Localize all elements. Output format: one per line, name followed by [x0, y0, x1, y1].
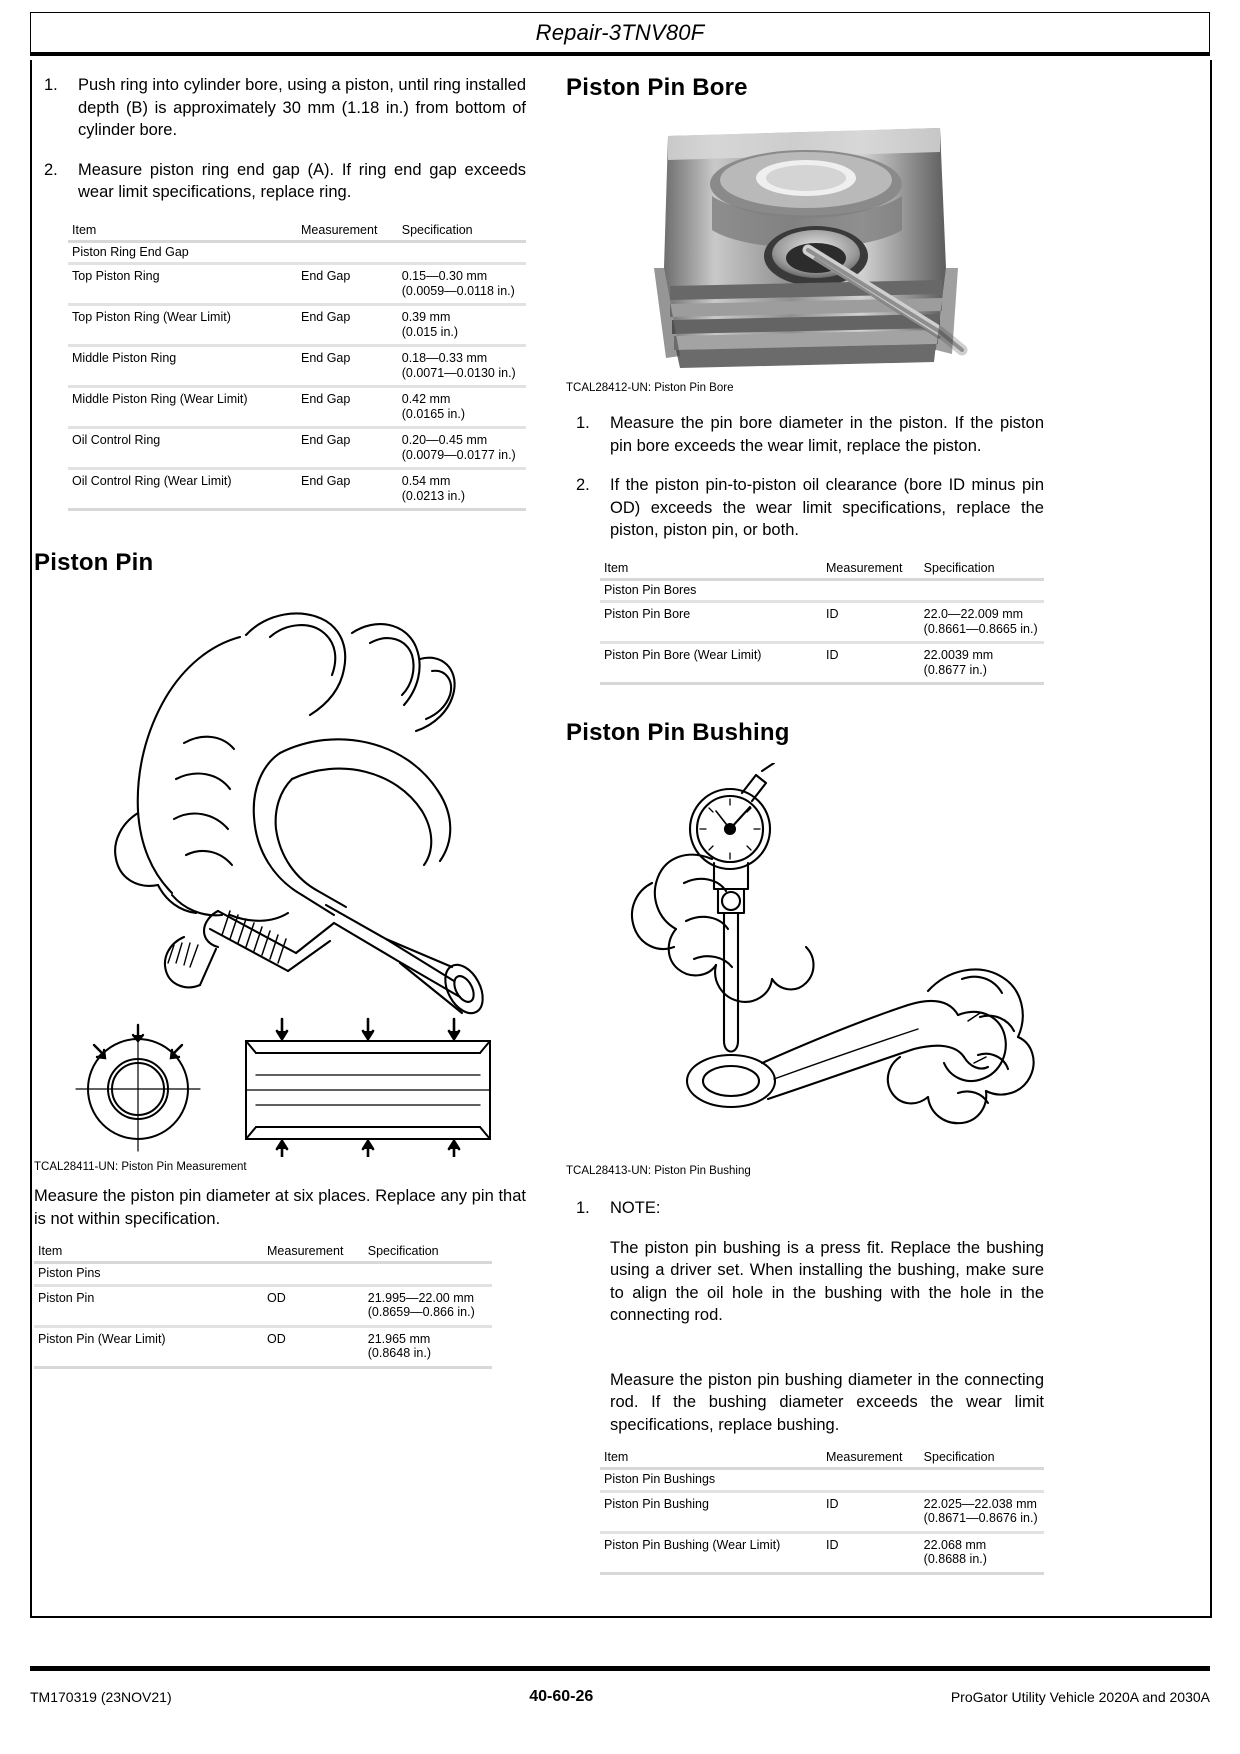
footer-rule: [30, 1666, 1210, 1671]
step-number: 1.: [44, 76, 58, 94]
list-item: [566, 1197, 1044, 1220]
cell-item: Middle Piston Ring (Wear Limit): [68, 387, 297, 428]
ring-gap-table-wrap: [68, 221, 526, 512]
spec-imperial: (0.0071—0.0130 in.): [401, 365, 516, 380]
spec-imperial: (0.8661—0.8665 in.): [923, 621, 1038, 636]
cell-specification: [364, 1285, 492, 1326]
piston-pin-table-wrap: [34, 1242, 492, 1369]
piston-pin-heading: Piston Pin: [34, 549, 154, 576]
cell-item: Top Piston Ring (Wear Limit): [68, 305, 297, 346]
cell-item: Oil Control Ring (Wear Limit): [68, 469, 297, 510]
pin-bore-table: [600, 559, 1044, 686]
right-column: [566, 74, 1044, 1575]
step-text: If the piston pin-to-piston oil clearance (bore ID minus pin OD) exceeds the wear limit specifications, replace the piston, piston pin, or both.: [610, 476, 1044, 539]
cell-specification: [398, 346, 526, 387]
col-header-specification: Specification: [920, 559, 1044, 580]
spec-imperial: (0.015 in.): [401, 324, 459, 339]
page-header: [30, 12, 1210, 53]
col-header-specification: Specification: [398, 221, 526, 242]
table-group-row: [68, 241, 526, 264]
bushing-note-list: [566, 1197, 1044, 1220]
page-footer: [30, 1688, 1210, 1706]
col-header-item: Item: [68, 221, 297, 242]
cell-item: Piston Pin Bushing (Wear Limit): [600, 1532, 822, 1573]
bushing-table: [600, 1448, 1044, 1575]
hand-micrometer-illustration: [34, 593, 526, 1023]
cell-measurement: End Gap: [297, 305, 398, 346]
piston-pin-bushing-figure-caption: TCAL28413-UN: Piston Pin Bushing: [566, 1165, 751, 1177]
piston-pin-table: [34, 1242, 492, 1369]
cell-item: Piston Pin Bushing: [600, 1491, 822, 1532]
piston-pin-bushing-heading: Piston Pin Bushing: [566, 719, 790, 746]
cell-specification: [398, 469, 526, 510]
cell-measurement: End Gap: [297, 264, 398, 305]
spec-metric: 0.15—0.30 mm: [401, 269, 488, 283]
table-header-row: [600, 1448, 1044, 1469]
cell-specification: [920, 643, 1044, 684]
col-header-measurement: Measurement: [263, 1242, 364, 1263]
table-row: [68, 469, 526, 510]
table-group-row: [600, 579, 1044, 602]
list-item: [34, 74, 526, 142]
spec-imperial: (0.0079—0.0177 in.): [401, 447, 516, 462]
table-group-row: [600, 1469, 1044, 1492]
cell-specification: [398, 428, 526, 469]
piston-pin-six-place-diagram: [34, 1017, 526, 1157]
cell-measurement: End Gap: [297, 469, 398, 510]
bushing-table-wrap: [600, 1448, 1044, 1575]
left-column: [34, 74, 526, 1369]
piston-pin-bore-photo: [566, 118, 1044, 380]
cell-measurement: OD: [263, 1285, 364, 1326]
cell-item: Middle Piston Ring: [68, 346, 297, 387]
ring-install-steps: [34, 74, 526, 204]
spec-metric: 22.0039 mm: [923, 648, 994, 662]
col-header-measurement: Measurement: [822, 559, 920, 580]
bushing-measure-paragraph: Measure the piston pin bushing diameter in the connecting rod. If the bushing diameter exceeds the wear limit specifications, replace bushing.: [610, 1370, 1044, 1434]
bushing-note-text: The piston pin bushing is a press fit. Replace the bushing using a driver set. When installing the bushing, make sure to align the oil hole in the bushing with the hole in the connecting rod.: [610, 1238, 1044, 1324]
footer-page-number: 40-60-26: [529, 1688, 594, 1705]
cell-item: Oil Control Ring: [68, 428, 297, 469]
list-item: [34, 159, 526, 204]
piston-pin-bore-figure-caption: TCAL28412-UN: Piston Pin Bore: [566, 382, 734, 394]
table-row: [600, 643, 1044, 684]
table-row: [34, 1326, 492, 1367]
spec-metric: 21.965 mm: [367, 1331, 431, 1346]
spec-imperial: (0.0213 in.): [401, 488, 465, 503]
spec-imperial: (0.8671—0.8676 in.): [923, 1511, 1038, 1525]
cell-measurement: ID: [822, 1532, 920, 1573]
table-header-row: [34, 1242, 492, 1263]
list-item: [566, 474, 1044, 542]
piston-pin-measurement-figure: [34, 593, 526, 1023]
pin-bore-table-wrap: [600, 559, 1044, 686]
table-row: [600, 602, 1044, 643]
col-header-item: Item: [600, 559, 822, 580]
step-text: Measure the pin bore diameter in the piston. If the piston pin bore exceeds the wear limit, replace the piston.: [610, 414, 1044, 455]
cell-specification: [364, 1326, 492, 1367]
spec-metric: 22.0—22.009 mm: [923, 607, 1024, 621]
table-row: [68, 305, 526, 346]
col-header-measurement: Measurement: [822, 1448, 920, 1469]
cell-measurement: End Gap: [297, 387, 398, 428]
piston-pin-bushing-figure: [566, 763, 1044, 1163]
piston-pin-paragraph: Measure the piston pin diameter at six places. Replace any pin that is not within specification.: [34, 1187, 526, 1228]
spec-imperial: (0.8677 in.): [923, 662, 987, 677]
cell-measurement: ID: [822, 643, 920, 684]
table-row: [600, 1491, 1044, 1532]
spec-imperial: (0.8648 in.): [367, 1346, 431, 1360]
table-row: [68, 346, 526, 387]
cell-item: Piston Pin (Wear Limit): [34, 1326, 263, 1367]
cell-specification: [920, 1532, 1044, 1573]
spec-metric: 0.39 mm: [401, 310, 451, 324]
table-row: [68, 264, 526, 305]
spec-metric: 21.995—22.00 mm: [367, 1290, 475, 1305]
spec-metric: 0.20—0.45 mm: [401, 433, 488, 447]
col-header-item: Item: [34, 1242, 263, 1263]
pin-section-and-side-view: [34, 1017, 526, 1157]
step-number: 2.: [576, 476, 590, 494]
step-text: Measure piston ring end gap (A). If ring end gap exceeds wear limit specifications, replace ring.: [78, 160, 526, 201]
cell-specification: [920, 602, 1044, 643]
cell-specification: [398, 305, 526, 346]
table-header-row: [68, 221, 526, 242]
page-header-title: Repair-3TNV80F: [535, 20, 705, 45]
cell-measurement: End Gap: [297, 346, 398, 387]
footer-document-number: TM170319 (23NOV21): [30, 1689, 172, 1705]
ring-gap-table: [68, 221, 526, 512]
cell-specification: [920, 1491, 1044, 1532]
spec-metric: 0.54 mm: [401, 474, 451, 488]
step-number: 1.: [576, 414, 590, 432]
cell-item: Piston Pin Bore (Wear Limit): [600, 643, 822, 684]
cell-specification: [398, 264, 526, 305]
table-row: [600, 1532, 1044, 1573]
cell-item: Piston Pin: [34, 1285, 263, 1326]
step-text: Push ring into cylinder bore, using a piston, until ring installed depth (B) is approximately 30 mm (1.18 in.) from bottom of cylinder bore.: [78, 76, 526, 139]
cell-item: Piston Pin Bore: [600, 602, 822, 643]
spec-metric: 0.42 mm: [401, 392, 451, 406]
table-group-label: Piston Pin Bushings: [600, 1469, 1044, 1492]
spec-metric: 0.18—0.33 mm: [401, 351, 488, 365]
piston-photograph: [640, 118, 970, 380]
table-group-label: Piston Pins: [34, 1263, 492, 1286]
col-header-specification: Specification: [364, 1242, 492, 1263]
spec-imperial: (0.8688 in.): [923, 1552, 987, 1566]
cell-measurement: OD: [263, 1326, 364, 1367]
cell-specification: [398, 387, 526, 428]
note-label: NOTE:: [610, 1199, 661, 1217]
spec-metric: 22.025—22.038 mm: [923, 1496, 1037, 1511]
col-header-item: Item: [600, 1448, 822, 1469]
header-rule: [30, 52, 1210, 56]
table-row: [68, 428, 526, 469]
table-header-row: [600, 559, 1044, 580]
cell-measurement: End Gap: [297, 428, 398, 469]
bore-gauge-connecting-rod-illustration: [566, 763, 1044, 1163]
pin-bore-steps: [566, 412, 1044, 542]
piston-pin-figure-caption: TCAL28411-UN: Piston Pin Measurement: [34, 1161, 247, 1173]
cell-measurement: ID: [822, 1491, 920, 1532]
piston-pin-bore-heading: Piston Pin Bore: [566, 74, 748, 101]
table-group-label: Piston Pin Bores: [600, 579, 1044, 602]
spec-metric: 22.068 mm: [923, 1537, 987, 1552]
cell-measurement: ID: [822, 602, 920, 643]
table-group-label: Piston Ring End Gap: [68, 241, 526, 264]
spec-imperial: (0.0059—0.0118 in.): [401, 283, 515, 298]
table-row: [34, 1285, 492, 1326]
spec-imperial: (0.8659—0.866 in.): [367, 1305, 475, 1319]
footer-product-name: ProGator Utility Vehicle 2020A and 2030A: [950, 1689, 1210, 1705]
step-number: 2.: [44, 160, 58, 179]
step-number: 1.: [576, 1199, 590, 1217]
table-group-row: [34, 1263, 492, 1286]
col-header-measurement: Measurement: [297, 221, 398, 242]
col-header-specification: Specification: [920, 1448, 1044, 1469]
table-row: [68, 387, 526, 428]
list-item: [566, 412, 1044, 457]
cell-item: Top Piston Ring: [68, 264, 297, 305]
spec-imperial: (0.0165 in.): [401, 406, 465, 421]
